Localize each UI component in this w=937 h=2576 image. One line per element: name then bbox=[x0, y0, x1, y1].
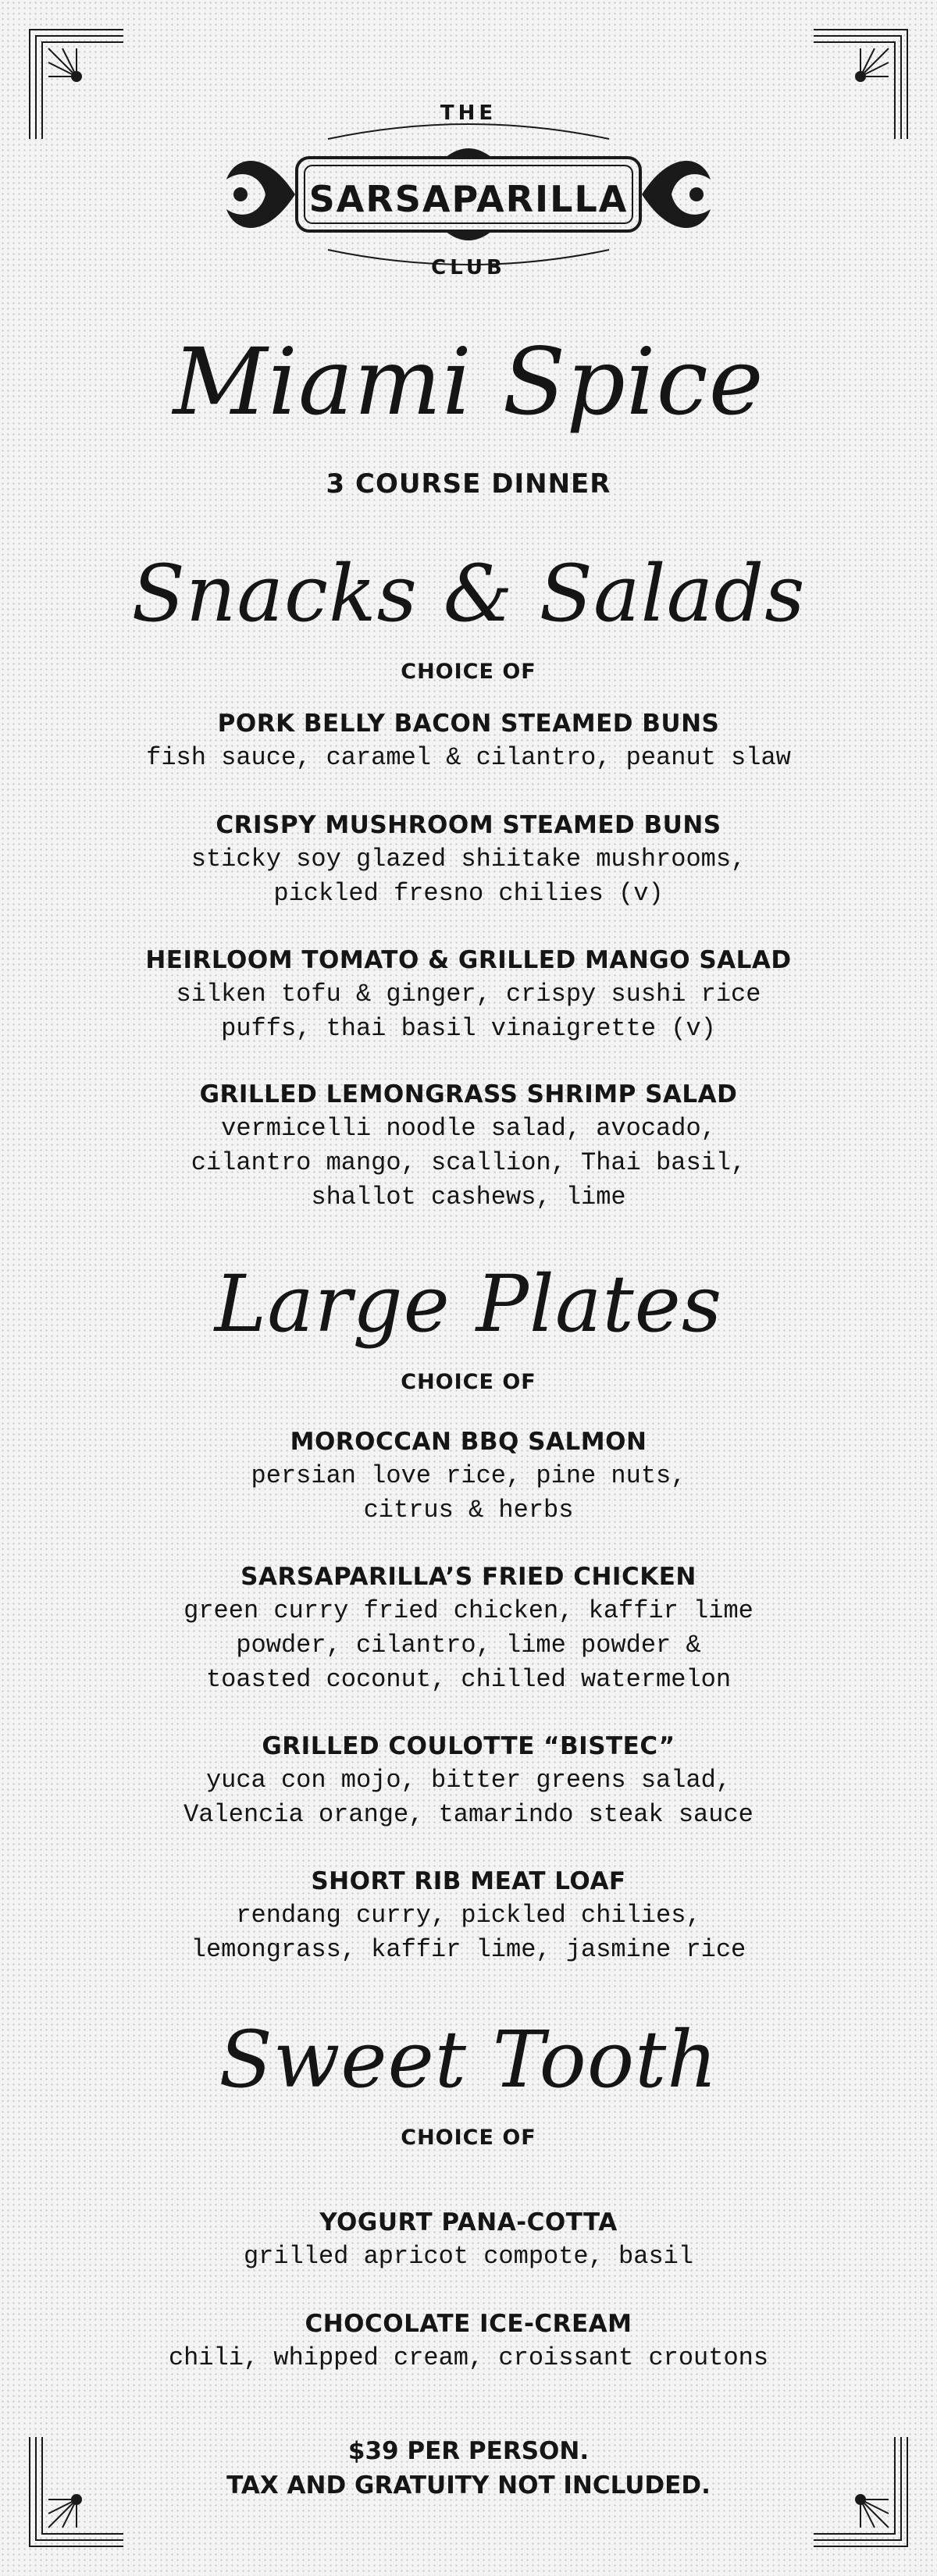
menu-item bbox=[47, 1425, 890, 1528]
menu-item-name: SHORT RIB MEAT LOAF bbox=[311, 1867, 626, 1895]
menu-item-description: green curry fried chicken, kaffir lime powder, cilantro, lime powder & toasted coconut, chilled watermelon bbox=[183, 1596, 754, 1694]
logo-the: THE bbox=[440, 101, 497, 125]
menu-item-name: CHOCOLATE ICE-CREAM bbox=[305, 2310, 632, 2338]
tax-gratuity-line: TAX AND GRATUITY NOT INCLUDED. bbox=[226, 2471, 711, 2500]
menu-item-description: persian love rice, pine nuts, citrus & herbs bbox=[251, 1461, 686, 1525]
corner-ornament-top-left bbox=[22, 22, 131, 147]
price-line: $39 PER PERSON. bbox=[347, 2437, 590, 2465]
menu-item bbox=[47, 1864, 890, 1967]
menu-item-description: silken tofu & ginger, crispy sushi rice puffs, thai basil vinaigrette (v) bbox=[176, 980, 761, 1043]
menu-item bbox=[47, 2205, 890, 2274]
menu-item-description: vermicelli noodle salad, avocado, cilantro mango, scallion, Thai basil, shallot cashews, lime bbox=[191, 1114, 746, 1212]
menu-item bbox=[47, 1560, 890, 1697]
menu-subtitle: 3 COURSE DINNER bbox=[326, 468, 611, 500]
menu-item bbox=[47, 1729, 890, 1832]
menu-title: Miami Spice bbox=[173, 328, 764, 436]
menu-item bbox=[47, 2307, 890, 2375]
menu-item bbox=[47, 943, 890, 1046]
logo-club: CLUB bbox=[431, 256, 506, 279]
menu-item-name: GRILLED COULOTTE “BISTEC” bbox=[262, 1732, 675, 1760]
club-logo bbox=[211, 94, 726, 297]
section-title-sweet-tooth: Sweet Tooth bbox=[219, 2014, 718, 2105]
price-note bbox=[0, 2434, 937, 2503]
menu-item-name: PORK BELLY BACON STEAMED BUNS bbox=[217, 710, 720, 738]
menu-item-description: grilled apricot compote, basil bbox=[243, 2242, 694, 2271]
menu-item-name: YOGURT PANA-COTTA bbox=[319, 2208, 618, 2236]
corner-ornament-top-right bbox=[806, 22, 915, 147]
menu-item-description: chili, whipped cream, croissant croutons bbox=[168, 2343, 769, 2372]
menu-item bbox=[47, 808, 890, 911]
logo-name: SARSAPARILLA bbox=[308, 178, 629, 220]
menu-item-description: yuca con mojo, bitter greens salad, Valencia orange, tamarindo steak sauce bbox=[183, 1766, 754, 1829]
section-title-large-plates: Large Plates bbox=[214, 1258, 723, 1350]
menu-item-name: HEIRLOOM TOMATO & GRILLED MANGO SALAD bbox=[145, 946, 792, 974]
menu-item bbox=[47, 706, 890, 775]
menu-item-name: MOROCCAN BBQ SALMON bbox=[290, 1428, 647, 1456]
menu-item bbox=[47, 1077, 890, 1215]
menu-item-description: sticky soy glazed shiitake mushrooms, pickled fresno chilies (v) bbox=[191, 845, 746, 908]
menu-item-name: CRISPY MUSHROOM STEAMED BUNS bbox=[216, 811, 721, 839]
menu-item-name: SARSAPARILLA’S FRIED CHICKEN bbox=[240, 1563, 697, 1591]
section-choice-label: CHOICE OF bbox=[401, 660, 536, 684]
menu-item-description: fish sauce, caramel & cilantro, peanut slaw bbox=[146, 743, 791, 772]
section-title-snacks-salads: Snacks & Salads bbox=[131, 548, 806, 639]
section-choice-label: CHOICE OF bbox=[401, 2126, 536, 2150]
menu-item-name: GRILLED LEMONGRASS SHRIMP SALAD bbox=[199, 1080, 738, 1108]
menu-item-description: rendang curry, pickled chilies, lemongrass, kaffir lime, jasmine rice bbox=[191, 1901, 746, 1964]
section-choice-label: CHOICE OF bbox=[401, 1370, 536, 1394]
